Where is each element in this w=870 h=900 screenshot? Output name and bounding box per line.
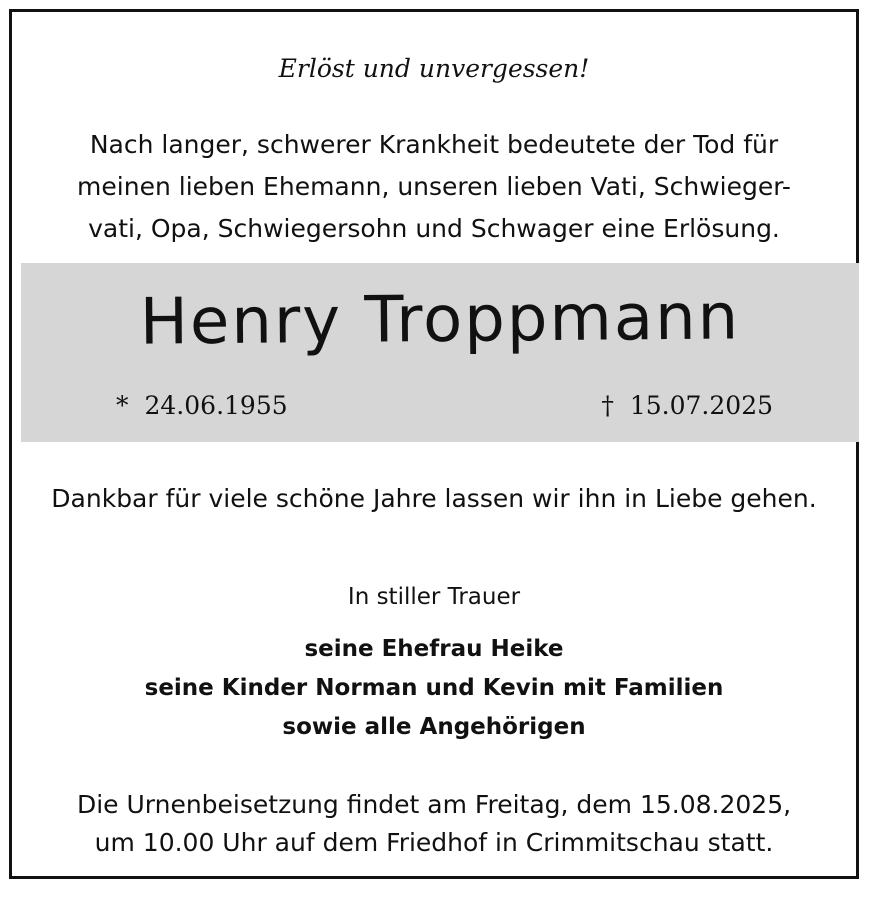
announcement-text xyxy=(12,124,856,250)
intro-line: Erlöst und unvergessen! xyxy=(278,54,590,83)
death-date-row xyxy=(601,391,773,420)
death-date: 15.07.2025 xyxy=(629,391,773,420)
obituary-frame xyxy=(9,9,859,879)
mourner-line: seine Ehefrau Heike xyxy=(304,636,564,662)
mourning-intro: In stiller Trauer xyxy=(347,584,521,610)
birth-date: 24.06.1955 xyxy=(144,391,288,420)
mourner-line: seine Kinder Norman und Kevin mit Familien xyxy=(144,675,724,701)
announcement-line: Nach langer, schwerer Krankheit bedeutete der Tod für xyxy=(89,130,779,159)
death-cross-icon: † xyxy=(601,391,614,420)
birth-date-row xyxy=(116,391,288,420)
announcement-line: meinen lieben Ehemann, unseren lieben Vati, Schwieger- xyxy=(77,172,791,201)
funeral-line: um 10.00 Uhr auf dem Friedhof in Crimmitschau statt. xyxy=(94,828,774,857)
mourners-list xyxy=(12,630,856,747)
name-band xyxy=(21,263,859,442)
deceased-name: Henry Troppmann xyxy=(139,280,741,360)
birth-star-icon: * xyxy=(116,391,129,420)
mourner-line: sowie alle Angehörigen xyxy=(282,714,586,740)
funeral-notice xyxy=(12,786,856,862)
funeral-line: Die Urnenbeisetzung findet am Freitag, dem 15.08.2025, xyxy=(76,790,792,819)
announcement-line: vati, Opa, Schwiegersohn und Schwager eine Erlösung. xyxy=(88,214,780,243)
gratitude-text: Dankbar für viele schöne Jahre lassen wir ihn in Liebe gehen. xyxy=(51,484,817,513)
